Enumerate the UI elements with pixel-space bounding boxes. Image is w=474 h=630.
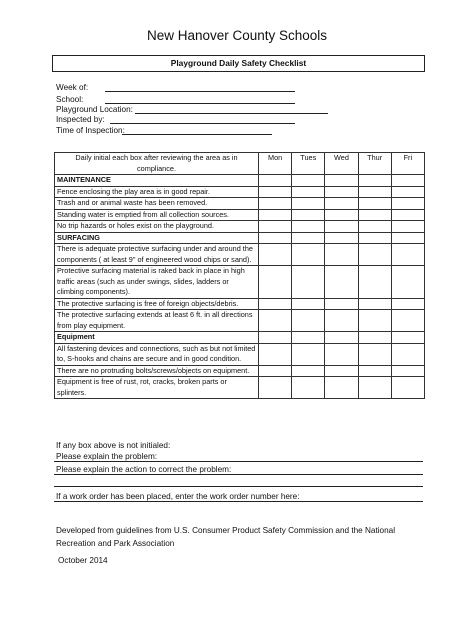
playground-location-field[interactable] [135,113,328,114]
checklist-table [54,152,425,399]
initial-box-wed[interactable] [325,209,358,221]
week-of-field[interactable] [105,91,295,92]
instruction-header: Daily initial each box after reviewing the area as in compliance. [55,153,259,175]
initial-box-fri[interactable] [391,343,424,365]
section-row [55,232,425,244]
initial-box-thur[interactable] [358,377,391,399]
initial-box-tues[interactable] [292,209,325,221]
initial-box-fri[interactable] [391,365,424,377]
checklist-item-text: Fence enclosing the play area is in good repair. [55,186,259,198]
checklist-item-text: The protective surfacing is free of foreign objects/debris. [55,298,259,310]
initial-box-thur[interactable] [358,198,391,210]
time-of-inspection-label: Time of Inspection: [56,126,125,135]
initial-box-mon[interactable] [259,244,292,266]
checklist-row [55,310,425,332]
credit-text: Developed from guidelines from U.S. Consumer Product Safety Commission and the National Recreation and Park Association [56,526,396,548]
initial-box-mon[interactable] [259,198,292,210]
checklist-row [55,365,425,377]
initial-box-wed[interactable] [325,266,358,299]
time-of-inspection-field[interactable] [122,134,272,135]
initial-box-wed[interactable] [325,232,358,244]
initial-box-mon[interactable] [259,343,292,365]
document-date: October 2014 [58,556,108,565]
initial-box-wed[interactable] [325,377,358,399]
initial-box-wed[interactable] [325,244,358,266]
if-any-text: If any box above is not initialed: [56,441,171,450]
inspected-by-label: Inspected by: [56,115,105,124]
initial-box-fri[interactable] [391,266,424,299]
checklist-row [55,244,425,266]
section-heading: SURFACING [55,232,259,244]
checklist-row [55,343,425,365]
checklist-row [55,198,425,210]
day-header-tues: Tues [292,153,325,175]
initial-box-fri[interactable] [391,232,424,244]
initial-box-wed[interactable] [325,221,358,233]
initial-box-thur[interactable] [358,232,391,244]
initial-box-tues[interactable] [292,244,325,266]
initial-box-thur[interactable] [358,298,391,310]
initial-box-fri[interactable] [391,198,424,210]
playground-location-label: Playground Location: [56,105,133,114]
initial-box-tues[interactable] [292,332,325,344]
inspected-by-field[interactable] [110,123,295,124]
initial-box-thur[interactable] [358,343,391,365]
initial-box-tues[interactable] [292,175,325,187]
initial-box-mon[interactable] [259,209,292,221]
explain-problem-field[interactable] [54,461,423,462]
explain-problem-label: Please explain the problem: [56,452,158,461]
checklist-row [55,221,425,233]
checklist-item-text: Protective surfacing material is raked back in place in high traffic areas (such as under swings, slides, ladders or climbing components). [55,266,259,299]
initial-box-fri[interactable] [391,186,424,198]
checklist-item-text: There are no protruding bolts/screws/objects on equipment. [55,365,259,377]
initial-box-wed[interactable] [325,310,358,332]
work-order-field[interactable] [54,501,423,502]
explain-action-line-1[interactable] [54,474,423,475]
initial-box-tues[interactable] [292,343,325,365]
initial-box-fri[interactable] [391,244,424,266]
initial-box-mon[interactable] [259,332,292,344]
initial-box-fri[interactable] [391,310,424,332]
initial-box-mon[interactable] [259,266,292,299]
initial-box-tues[interactable] [292,377,325,399]
initial-box-wed[interactable] [325,198,358,210]
week-of-label: Week of: [56,83,89,92]
school-field[interactable] [105,103,295,104]
checklist-item-text: Equipment is free of rust, rot, cracks, broken parts or splinters. [55,377,259,399]
day-header-fri: Fri [391,153,424,175]
initial-box-wed[interactable] [325,175,358,187]
initial-box-wed[interactable] [325,186,358,198]
initial-box-tues[interactable] [292,266,325,299]
checklist-row [55,377,425,399]
initial-box-thur[interactable] [358,209,391,221]
initial-box-thur[interactable] [358,186,391,198]
initial-box-thur[interactable] [358,266,391,299]
initial-box-mon[interactable] [259,175,292,187]
initial-box-mon[interactable] [259,186,292,198]
section-row [55,175,425,187]
initial-box-fri[interactable] [391,332,424,344]
initial-box-tues[interactable] [292,298,325,310]
initial-box-thur[interactable] [358,310,391,332]
section-heading: MAINTENANCE [55,175,259,187]
section-heading: Equipment [55,332,259,344]
checklist-row [55,266,425,299]
checklist-item-text: All fastening devices and connections, such as but not limited to, S-hooks and chains are secure and in good condition. [55,343,259,365]
checklist-item-text: Trash and or animal waste has been removed. [55,198,259,210]
initial-box-thur[interactable] [358,175,391,187]
day-header-wed: Wed [325,153,358,175]
initial-box-thur[interactable] [358,365,391,377]
initial-box-wed[interactable] [325,298,358,310]
work-order-label: If a work order has been placed, enter the work order number here: [56,492,300,501]
initial-box-mon[interactable] [259,221,292,233]
initial-box-mon[interactable] [259,377,292,399]
initial-box-thur[interactable] [358,332,391,344]
explain-action-label: Please explain the action to correct the problem: [56,465,232,474]
initial-box-fri[interactable] [391,221,424,233]
initial-box-tues[interactable] [292,186,325,198]
organization-title: New Hanover County Schools [146,28,328,43]
initial-box-tues[interactable] [292,232,325,244]
day-header-thur: Thur [358,153,391,175]
form-title: Playground Daily Safety Checklist [52,55,425,72]
day-header-mon: Mon [259,153,292,175]
initial-box-wed[interactable] [325,332,358,344]
initial-box-fri[interactable] [391,377,424,399]
initial-box-wed[interactable] [325,343,358,365]
school-label: School: [56,95,84,104]
initial-box-tues[interactable] [292,221,325,233]
checklist-item-text: The protective surfacing extends at least 6 ft. in all directions from play equipment. [55,310,259,332]
initial-box-tues[interactable] [292,310,325,332]
initial-box-mon[interactable] [259,298,292,310]
initial-box-tues[interactable] [292,198,325,210]
table-header-row [55,153,425,175]
initial-box-fri[interactable] [391,298,424,310]
checklist-item-text: Standing water is emptied from all collection sources. [55,209,259,221]
checklist-row [55,209,425,221]
initial-box-mon[interactable] [259,310,292,332]
checklist-item-text: There is adequate protective surfacing under and around the components ( at least 9" of engineered wood chips or sand). [55,244,259,266]
checklist-item-text: No trip hazards or holes exist on the playground. [55,221,259,233]
initial-box-tues[interactable] [292,365,325,377]
checklist-row [55,298,425,310]
initial-box-mon[interactable] [259,365,292,377]
initial-box-wed[interactable] [325,365,358,377]
initial-box-fri[interactable] [391,209,424,221]
initial-box-mon[interactable] [259,232,292,244]
initial-box-thur[interactable] [358,244,391,266]
initial-box-thur[interactable] [358,221,391,233]
section-row [55,332,425,344]
explain-action-line-2[interactable] [54,486,423,487]
checklist-row [55,186,425,198]
initial-box-fri[interactable] [391,175,424,187]
